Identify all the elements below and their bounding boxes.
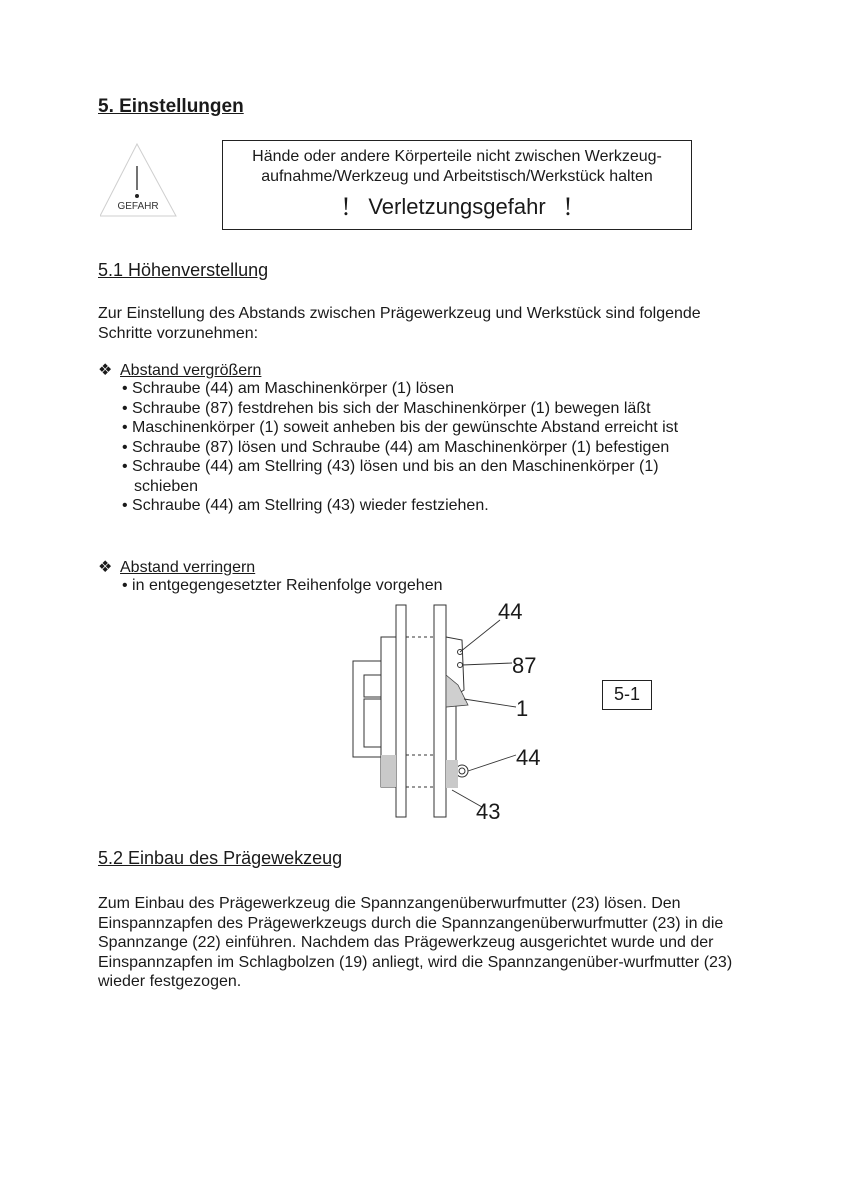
list-title: Abstand verringern	[120, 559, 256, 576]
diamond-bullet-icon: ❖	[98, 559, 113, 576]
list-heading-increase	[98, 360, 261, 380]
steps-decrease-list	[122, 576, 712, 596]
callout-label: 1	[516, 696, 529, 721]
steps-increase-list	[122, 379, 712, 516]
exclamation-mark: !	[341, 192, 351, 221]
callout-label: 43	[476, 799, 501, 824]
warning-line-2: aufnahme/Werkzeug und Arbeitstisch/Werkstück halten	[261, 168, 653, 185]
list-item: • in entgegengesetzter Reihenfolge vorgehen	[122, 576, 712, 596]
warning-line-1: Hände oder andere Körperteile nicht zwischen Werkzeug-	[252, 148, 662, 165]
section-5-1-heading: 5.1 Höhenverstellung	[98, 260, 269, 280]
callout-label: 44	[498, 599, 523, 624]
list-heading-decrease	[98, 557, 255, 577]
warning-title: Verletzungsgefahr	[368, 194, 546, 219]
list-item: • Schraube (87) festdrehen bis sich der Maschinenkörper (1) bewegen läßt	[122, 399, 712, 419]
section-5-2-body: Zum Einbau des Prägewerkzeug die Spannzangenüberwurfmutter (23) lösen. Den Einspannzapfen des Prägewerkzeugs durch die Spannzangenüberwurfmutter (23) in die Spannzange (22) einführen. Nachdem das Prägewerkzeug ausgerichtet wurde und der Einspannzapfen im Schlagbolzen (19) anliegt, wird die Spannzangenüber-wurfmutter (23) wieder festgezogen.	[98, 895, 733, 990]
exclamation-mark: !	[563, 192, 573, 221]
diamond-bullet-icon: ❖	[98, 362, 113, 379]
list-item: • Schraube (44) am Maschinenkörper (1) lösen	[122, 379, 712, 399]
warning-icon-label: GEFAHR	[117, 201, 159, 212]
section-5-1-intro: Zur Einstellung des Abstands zwischen Prägewerkzeug und Werkstück sind folgende Schritte vorzunehmen:	[98, 305, 701, 342]
warning-box	[222, 140, 692, 230]
list-item: • Maschinenkörper (1) soweit anheben bis der gewünschte Abstand erreicht ist	[122, 418, 712, 438]
warning-triangle-icon	[100, 140, 180, 220]
section-5-2-heading: 5.2 Einbau des Prägewekzeug	[98, 848, 343, 868]
list-item: • Schraube (44) am Stellring (43) wieder festziehen.	[122, 496, 712, 516]
callout-label: 87	[512, 653, 537, 678]
list-title: Abstand vergrößern	[120, 362, 262, 379]
list-item: • Schraube (44) am Stellring (43) lösen und bis an den Maschinenkörper (1) schieben	[122, 457, 712, 496]
callout-label: 44	[516, 745, 541, 770]
height-adjustment-diagram	[340, 595, 550, 830]
list-item: • Schraube (87) lösen und Schraube (44) am Maschinenkörper (1) befestigen	[122, 438, 712, 458]
figure-label: 5-1	[602, 680, 652, 710]
page-heading: 5. Einstellungen	[98, 96, 244, 117]
